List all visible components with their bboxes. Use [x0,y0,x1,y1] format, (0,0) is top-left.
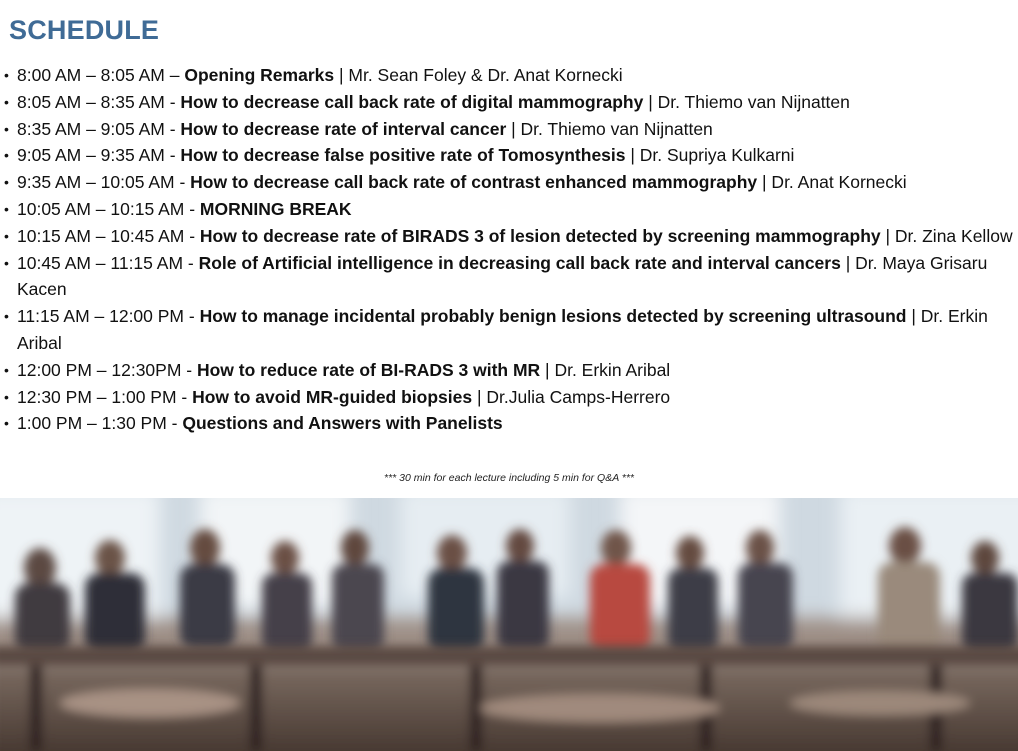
session-topic: How to decrease call back rate of digital mammography [180,91,644,112]
schedule-footnote: *** 30 min for each lecture including 5 min for Q&A *** [384,472,634,484]
schedule-item [4,196,1014,223]
session-time: 12:30 PM – 1:00 PM - [17,386,193,407]
schedule-item [4,223,1014,250]
schedule-item [4,116,1014,143]
schedule-title: SCHEDULE [9,15,160,45]
schedule-item [4,89,1014,116]
session-topic: MORNING BREAK [199,198,352,219]
session-topic: How to decrease rate of interval cancer [180,118,507,139]
session-time: 12:00 PM – 12:30PM - [17,359,197,380]
session-time: 9:35 AM – 10:05 AM - [17,172,191,193]
schedule-item [4,410,1014,437]
session-time: 10:05 AM – 10:15 AM - [17,198,200,219]
session-topic: How to decrease call back rate of contrast enhanced mammography [190,172,758,193]
session-topic: How to decrease false positive rate of Tomosynthesis [180,145,626,166]
session-topic: How to decrease rate of BIRADS 3 of lesion detected by screening mammography [199,225,881,246]
session-topic: Opening Remarks [184,65,335,85]
schedule-item [4,250,1014,304]
schedule-item [4,142,1014,169]
session-topic: Role of Artificial intelligence in decreasing call back rate and interval cancers [198,252,841,273]
session-speaker: | Dr. Maya Grisaru Kacen [17,252,988,300]
session-time: 8:05 AM – 8:35 AM - [17,91,181,112]
session-speaker: | Dr. Erkin Aribal [540,359,671,380]
session-topic: Questions and Answers with Panelists [182,413,503,434]
schedule-item [4,357,1014,384]
session-speaker: | Dr. Thiemo van Nijnatten [643,91,850,112]
session-speaker: | Dr. Thiemo van Nijnatten [506,118,713,139]
session-time: 9:05 AM – 9:35 AM - [17,145,181,166]
session-time: 8:00 AM – 8:05 AM – [17,65,185,85]
session-speaker: | Dr. Zina Kellow [880,225,1013,246]
session-time: 8:35 AM – 9:05 AM - [17,118,181,139]
schedule-item [4,384,1014,411]
schedule-item [4,303,1014,357]
session-speaker: | Dr. Supriya Kulkarni [625,145,795,166]
session-time: 11:15 AM – 12:00 PM - [17,306,200,327]
session-topic: How to manage incidental probably benign lesions detected by screening ultrasound [199,306,907,327]
blurred-conference-photo [0,498,1018,751]
schedule-list [4,62,1014,437]
schedule-item [4,169,1014,196]
session-speaker: | Dr. Anat Kornecki [757,172,907,193]
session-speaker: | Mr. Sean Foley & Dr. Anat Kornecki [334,65,623,85]
schedule-item [4,62,1014,89]
session-time: 10:15 AM – 10:45 AM - [17,225,200,246]
session-speaker: | Dr.Julia Camps-Herrero [472,386,671,407]
session-topic: How to avoid MR-guided biopsies [192,386,473,407]
session-time: 10:45 AM – 11:15 AM - [17,252,199,273]
session-topic: How to reduce rate of BI-RADS 3 with MR [196,359,541,380]
session-time: 1:00 PM – 1:30 PM - [17,413,183,434]
session-speaker: | Dr. Erkin Aribal [17,306,988,353]
